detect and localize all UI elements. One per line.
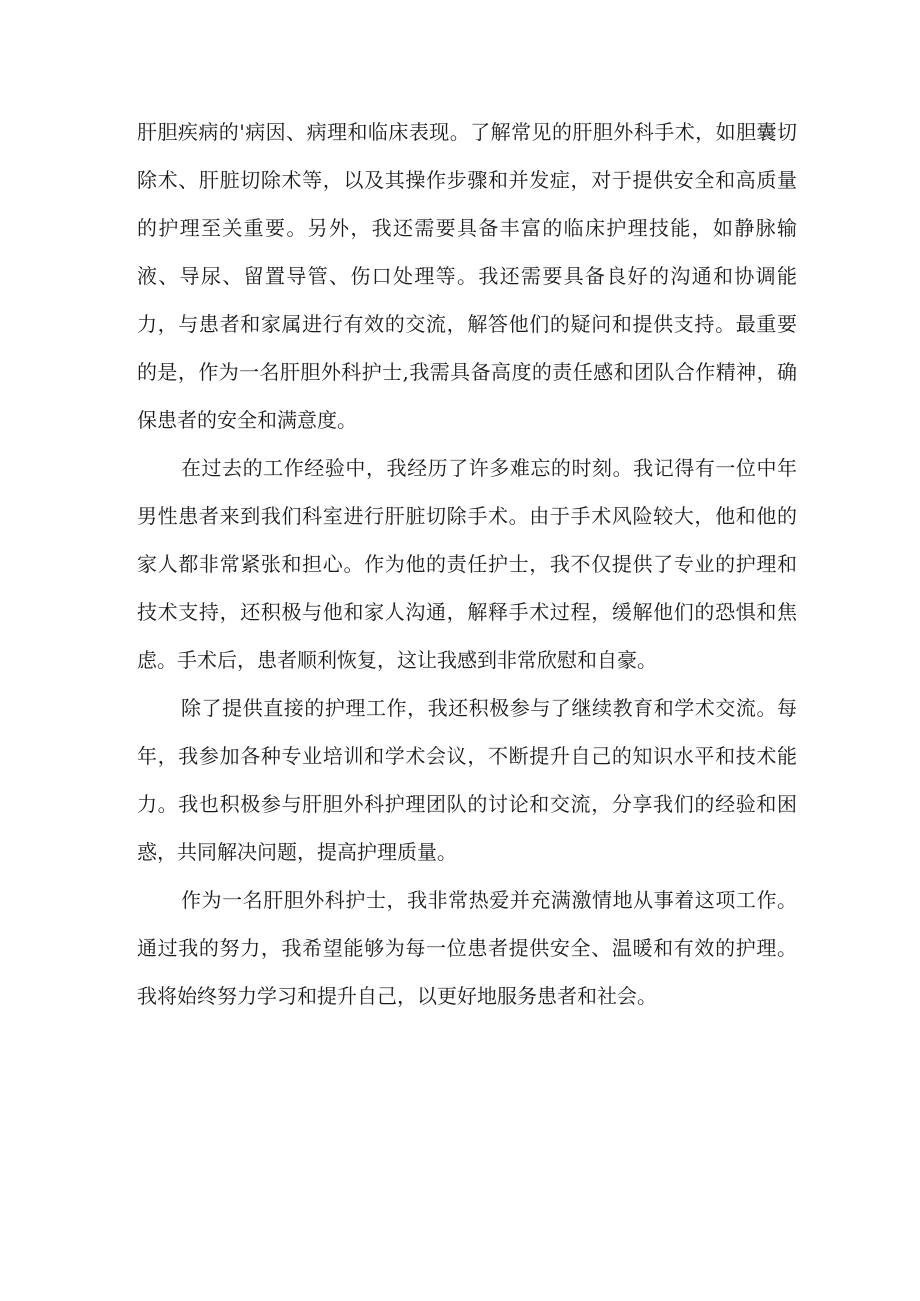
paragraph-line: 保患者的安全和满意度。: [137, 408, 357, 432]
paragraph-4: [137, 876, 797, 1020]
paragraph-1: [137, 108, 797, 444]
paragraph-line: 在过去的工作经验中，我经历了许多难忘的时刻。我记得有一位中年: [181, 456, 797, 480]
paragraph-line: 技术支持，还积极与他和家人沟通，解释手术过程，缓解他们的恐惧和焦: [137, 600, 797, 624]
paragraph-2: [137, 444, 797, 684]
paragraph-line: 男性患者来到我们科室进行肝脏切除手术。由于手术风险较大，他和他的: [137, 504, 797, 528]
paragraph-line: 力，与患者和家属进行有效的交流，解答他们的疑问和提供支持。最重要: [137, 312, 797, 336]
paragraph-line: 作为一名肝胆外科护士，我非常热爱并充满激情地从事着这项工作。: [181, 888, 797, 912]
paragraph-line: 惑，共同解决问题，提高护理质量。: [137, 840, 457, 864]
paragraph-line: 虑。手术后，患者顺利恢复，这让我感到非常欣慰和自豪。: [137, 648, 657, 672]
paragraph-line: 通过我的努力，我希望能够为每一位患者提供安全、温暖和有效的护理。: [137, 936, 797, 960]
paragraph-line: 除了提供直接的护理工作，我还积极参与了继续教育和学术交流。每: [181, 696, 797, 720]
paragraph-line: 的护理至关重要。另外，我还需要具备丰富的临床护理技能，如静脉输: [137, 216, 797, 240]
paragraph-line: 的是，作为一名肝胆外科护士,我需具备高度的责任感和团队合作精神，确: [137, 360, 797, 384]
paragraph-line: 家人都非常紧张和担心。作为他的责任护士，我不仅提供了专业的护理和: [137, 552, 797, 576]
paragraph-3: [137, 684, 797, 876]
document-body: [137, 108, 797, 1020]
paragraph-line: 我将始终努力学习和提升自己，以更好地服务患者和社会。: [137, 984, 657, 1008]
paragraph-line: 肝胆疾病的'病因、病理和临床表现。了解常见的肝胆外科手术，如胆囊切: [137, 120, 797, 144]
paragraph-line: 年，我参加各种专业培训和学术会议，不断提升自己的知识水平和技术能: [137, 744, 797, 768]
paragraph-line: 除术、肝脏切除术等，以及其操作步骤和并发症，对于提供安全和高质量: [137, 168, 797, 192]
paragraph-line: 力。我也积极参与肝胆外科护理团队的讨论和交流，分享我们的经验和困: [137, 792, 797, 816]
paragraph-line: 液、导尿、留置导管、伤口处理等。我还需要具备良好的沟通和协调能: [137, 264, 797, 288]
